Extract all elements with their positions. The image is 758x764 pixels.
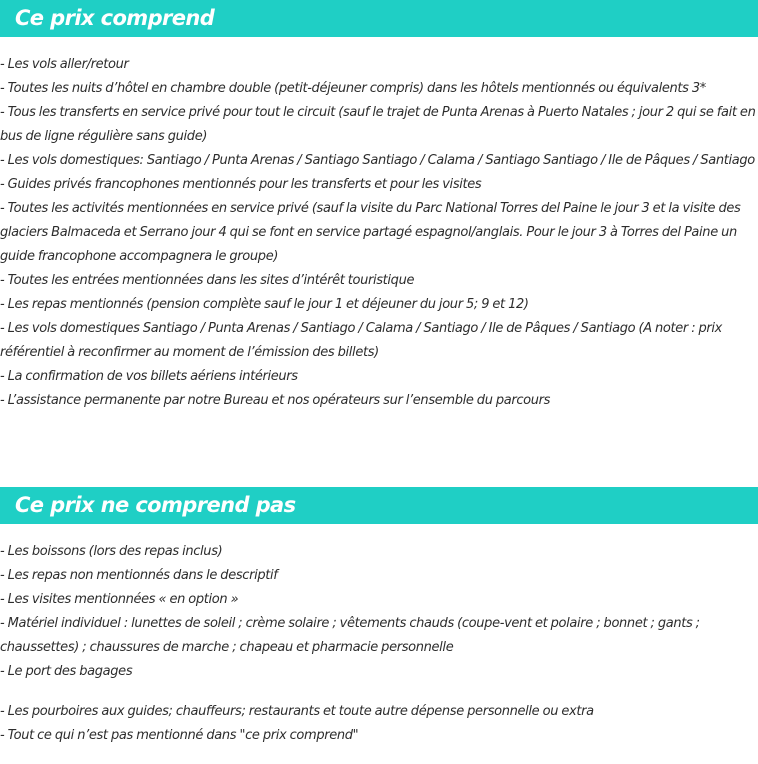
excluded-section-header bbox=[0, 487, 758, 524]
list-item: - La confirmation de vos billets aériens intérieurs bbox=[0, 369, 298, 384]
list-item: - Les pourboires aux guides; chauffeurs; restaurants et toute autre dépense personnelle ou extra bbox=[0, 704, 594, 719]
list-item: - Toutes les nuits d’hôtel en chambre double (petit-déjeuner compris) dans les hôtels mentionnés ou équivalents 3* bbox=[0, 81, 706, 96]
list-item: - Les boissons (lors des repas inclus) bbox=[0, 544, 223, 559]
included-list bbox=[0, 53, 758, 413]
list-item: - Les vols domestiques Santiago / Punta Arenas / Santiago / Calama / Santiago / Ile de Pâques / Santiago (A noter : prix référentiel à reconfirmer au moment de l’émission des billets) bbox=[0, 321, 723, 360]
list-item: - Les visites mentionnées « en option » bbox=[0, 592, 239, 607]
list-item: - Les repas mentionnés (pension complète sauf le jour 1 et déjeuner du jour 5; 9 et 12) bbox=[0, 297, 529, 312]
excluded-list bbox=[0, 540, 758, 748]
list-item: - Les vols aller/retour bbox=[0, 57, 129, 72]
list-item: - Matériel individuel : lunettes de soleil ; crème solaire ; vêtements chauds (coupe-vent et polaire ; bonnet ; gants ; chaussettes) ; chaussures de marche ; chapeau et pharmacie personnelle bbox=[0, 616, 700, 655]
list-item: - Tout ce qui n’est pas mentionné dans "ce prix comprend" bbox=[0, 728, 359, 743]
list-item: - Les vols domestiques: Santiago / Punta Arenas / Santiago Santiago / Calama / Santiago Santiago / Ile de Pâques / Santiago bbox=[0, 153, 755, 168]
included-section-title: Ce prix comprend bbox=[15, 6, 215, 30]
list-item: - Les repas non mentionnés dans le descriptif bbox=[0, 568, 278, 583]
list-item: - Toutes les activités mentionnées en service privé (sauf la visite du Parc National Torres del Paine le jour 3 et la visite des glaciers Balmaceda et Serrano jour 4 qui se font en service partagé espagnol/anglais. Pour le jour 3 à Torres del Paine un guide francophone accompagnera le groupe) bbox=[0, 201, 741, 264]
list-item: - Tous les transferts en service privé pour tout le circuit (sauf le trajet de Punta Arenas à Puerto Natales ; jour 2 qui se fait en bus de ligne régulière sans guide) bbox=[0, 105, 756, 144]
list-item: - Toutes les entrées mentionnées dans les sites d’intérêt touristique bbox=[0, 273, 415, 288]
list-item: - Le port des bagages bbox=[0, 664, 133, 679]
list-item: - Guides privés francophones mentionnés pour les transferts et pour les visites bbox=[0, 177, 482, 192]
list-item: - L’assistance permanente par notre Bureau et nos opérateurs sur l’ensemble du parcours bbox=[0, 393, 551, 408]
excluded-section-title: Ce prix ne comprend pas bbox=[15, 493, 296, 517]
included-section-header bbox=[0, 0, 758, 37]
